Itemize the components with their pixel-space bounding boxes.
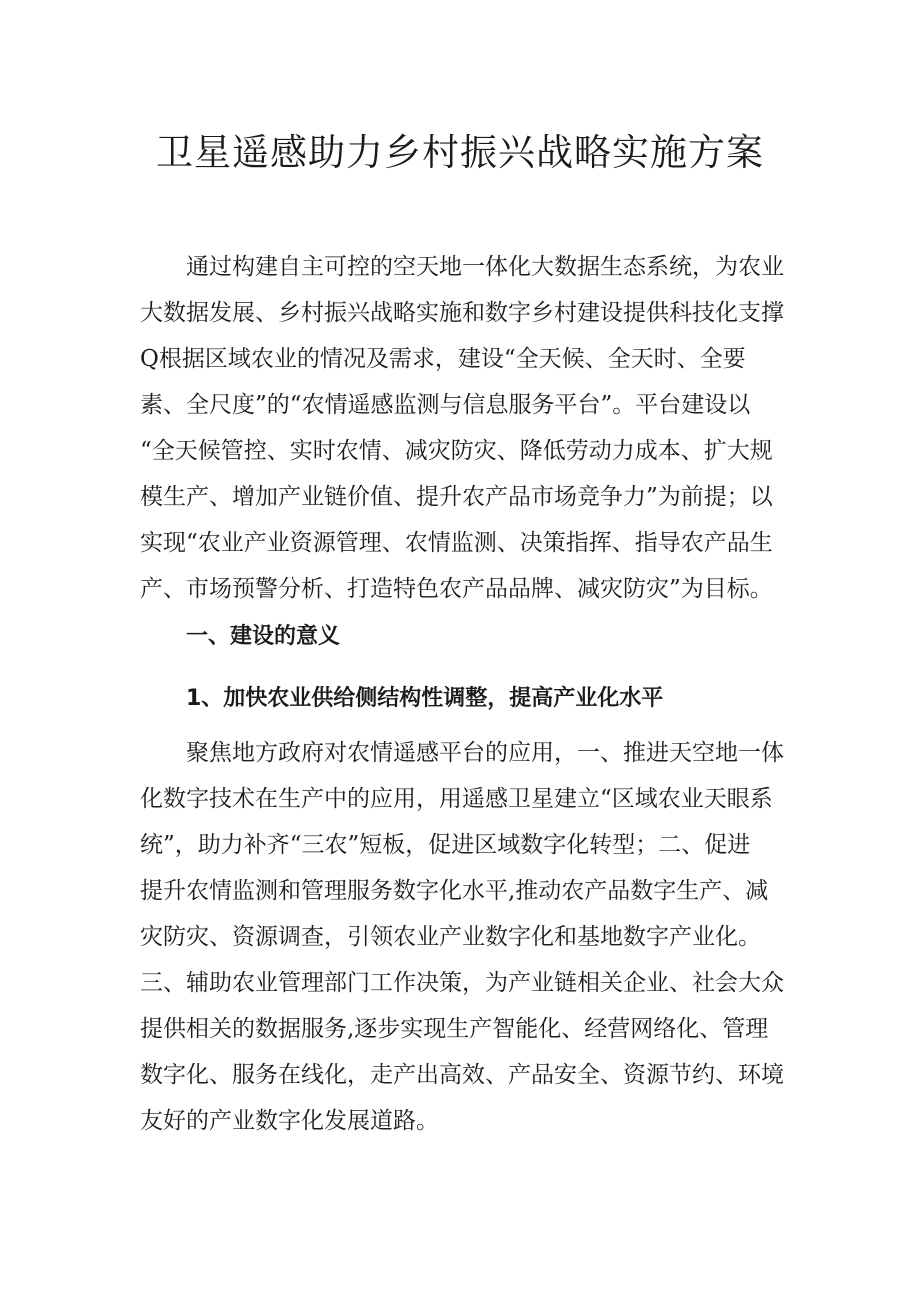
text-line: 大数据发展、乡村振兴战略实施和数字乡村建设提供科技化支撑 — [140, 300, 784, 326]
text-line: 模生产、增加产业链价值、提升农产品市场竞争力”为前提；以 — [140, 484, 773, 510]
text-line: 三、辅助农业管理部门工作决策，为产业链相关企业、社会大众 — [140, 970, 784, 996]
text-line: Q根据区域农业的情况及需求，建设“全天候、全天时、全要 — [140, 346, 746, 372]
text-line: 素、全尺度”的“农情遥感监测与信息服务平台”。平台建设以 — [140, 392, 751, 418]
text-line: 聚焦地方政府对农情遥感平台的应用，一、推进天空地一体 — [186, 740, 784, 766]
text-line: 统”，助力补齐“三农”短板，促进区域数字化转型；二、促进 — [140, 832, 751, 858]
document-title: 卫星遥感助力乡村振兴战略实施方案 — [156, 131, 764, 174]
intro-paragraph — [140, 244, 792, 612]
subsection-paragraph — [140, 730, 792, 1144]
text-line: 产、市场预警分析、打造特色农产品品牌、减灾防灾”为目标。 — [140, 576, 773, 602]
section-heading: 一、建设的意义 — [186, 624, 341, 649]
text-line: 友好的产业数字化发展道路。 — [140, 1108, 439, 1134]
text-line: 通过构建自主可控的空天地一体化大数据生态系统，为农业 — [186, 254, 784, 280]
text-line: 提供相关的数据服务,逐步实现生产智能化、经营网络化、管理 — [140, 1016, 769, 1042]
text-line: 数字化、服务在线化，走产出高效、产品安全、资源节约、环境 — [140, 1062, 784, 1088]
subsection-heading: 1、加快农业供给侧结构性调整，提高产业化水平 — [186, 686, 664, 711]
text-line: 提升农情监测和管理服务数字化水平,推动农产品数字生产、减 — [140, 878, 769, 904]
text-line: 化数字技术在生产中的应用，用遥感卫星建立“区域农业天眼系 — [140, 786, 773, 812]
text-line: 实现“农业产业资源管理、农情监测、决策指挥、指导农产品生 — [140, 530, 773, 556]
text-line: “全天候管控、实时农情、减灾防灾、降低劳动力成本、扩大规 — [140, 438, 773, 464]
text-line: 灾防灾、资源调查，引领农业产业数字化和基地数字产业化。 — [140, 924, 761, 950]
